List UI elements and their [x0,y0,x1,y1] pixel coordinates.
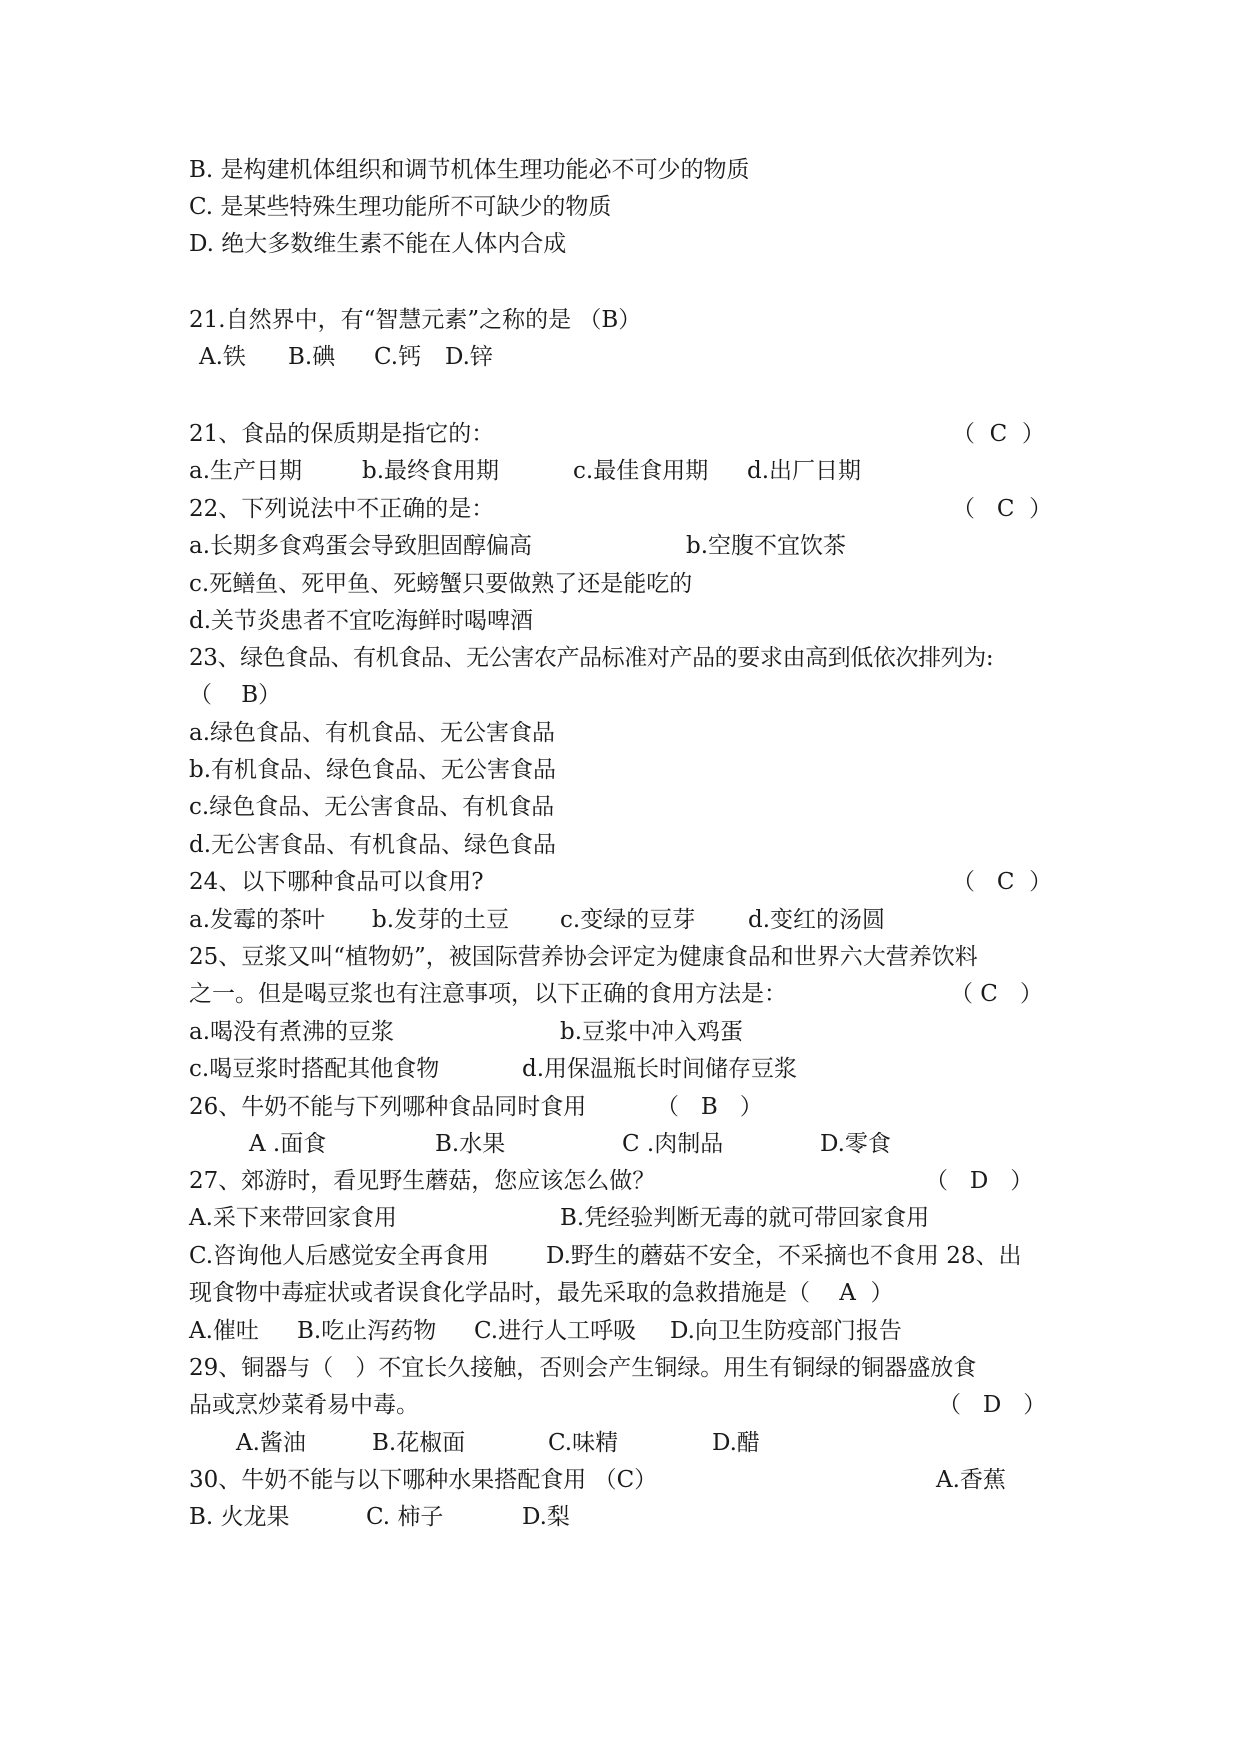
options-row [0,528,1241,564]
option-b: b.空腹不宜饮茶 [686,533,847,559]
option-line [0,752,1241,788]
option-text: C. 是某些特殊生理功能所不可缺少的物质 [189,194,612,220]
answer-line [0,677,1241,713]
option-c: C .肉制品 [622,1131,724,1157]
question-line [0,976,1241,1012]
question-text: 25、豆浆又叫“植物奶”，被国际营养协会评定为健康食品和世界六大营养饮料 [189,944,978,970]
question-line [0,491,1241,527]
option-b: b.有机食品、绿色食品、无公害食品 [189,757,557,783]
option-c: C.钙 [374,344,422,370]
option-text: D. 绝大多数维生素不能在人体内合成 [189,231,567,257]
option-b: B.花椒面 [372,1430,466,1456]
option-b: B.凭经验判断无毒的就可带回家食用 [560,1205,930,1231]
options-row [0,1238,1241,1274]
option-a: A.催吐 [189,1318,259,1344]
question-text: 23、绿色食品、有机食品、无公害农产品标准对产品的要求由高到低依次排列为: [189,645,994,671]
question-text: 26、牛奶不能与下列哪种食品同时食用 [189,1094,587,1120]
answer-bracket: （ D ） [925,1168,1034,1194]
question-line [0,640,1241,676]
options-row [0,1200,1241,1236]
option-line [0,603,1241,639]
option-c: c.绿色食品、无公害食品、有机食品 [189,794,555,820]
answer-bracket: （ C ） [952,421,1045,447]
option-a: A.香蕉 [936,1467,1006,1493]
option-a: A.铁 [199,344,246,370]
option-d: D.零食 [820,1131,891,1157]
option-a: a.生产日期 [189,458,303,484]
answer-bracket: （ D ） [938,1392,1047,1418]
options-row [0,453,1241,489]
option-a: a.发霉的茶叶 [189,907,326,933]
options-row [0,1126,1241,1162]
option-line [0,226,1241,262]
options-row [0,1051,1241,1087]
option-d: d.无公害食品、有机食品、绿色食品 [189,832,557,858]
options-row [0,1499,1241,1535]
question-line [0,1350,1241,1386]
question-text: 现食物中毒症状或者误食化学品时，最先采取的急救措施是（ A ） [189,1280,894,1306]
option-b: b.最终食用期 [362,458,500,484]
option-d: D.醋 [712,1430,760,1456]
option-line [0,827,1241,863]
option-c: c.最佳食用期 [573,458,709,484]
option-text: B. 是构建机体组织和调节机体生理功能必不可少的物质 [189,157,750,183]
option-d: D.野生的蘑菇不安全，不采摘也不食用 28、出 [546,1243,1022,1269]
question-line [0,1275,1241,1311]
question-line [0,864,1241,900]
answer-bracket: （ C ） [950,981,1043,1007]
option-d: D.锌 [445,344,493,370]
question-line [0,1387,1241,1423]
option-d: d.出厂日期 [747,458,862,484]
options-row [0,339,1241,375]
option-d: d.用保温瓶长时间储存豆浆 [522,1056,798,1082]
option-a: A .面食 [249,1131,327,1157]
answer-bracket: （ C ） [952,496,1053,522]
options-row [0,1425,1241,1461]
question-text: 21、食品的保质期是指它的： [189,421,495,447]
option-b: b.发芽的土豆 [372,907,510,933]
option-c: C.咨询他人后感觉安全再食用 [189,1243,490,1269]
options-row [0,902,1241,938]
option-d: D.向卫生防疫部门报告 [670,1318,902,1344]
question-line [0,416,1241,452]
question-text: 品或烹炒菜肴易中毒。 [189,1392,419,1418]
option-line [0,715,1241,751]
option-a: A.酱油 [236,1430,306,1456]
option-b: B.碘 [288,344,336,370]
option-line [0,189,1241,225]
option-c: c.死鳝鱼、死甲鱼、死螃蟹只要做熟了还是能吃的 [189,571,693,597]
option-b: B. 火龙果 [189,1504,290,1530]
option-d: D.梨 [522,1504,570,1530]
option-a: A.采下来带回家食用 [189,1205,397,1231]
option-b: B.吃止泻药物 [297,1318,437,1344]
question-line [0,302,1241,338]
option-c: c.变绿的豆芽 [560,907,696,933]
question-line [0,1462,1241,1498]
option-d: d.关节炎患者不宜吃海鲜时喝啤酒 [189,608,534,634]
question-text: 29、铜器与（ ）不宜长久接触，否则会产生铜绿。用生有铜绿的铜器盛放食 [189,1355,977,1381]
options-row [0,1014,1241,1050]
question-line [0,939,1241,975]
option-d: d.变红的汤圆 [748,907,886,933]
answer-bracket: （ C ） [952,869,1053,895]
question-text: 24、以下哪种食品可以食用? [189,869,484,895]
question-text: 27、郊游时，看见野生蘑菇，您应该怎么做？ [189,1168,656,1194]
answer-bracket: （ B） [189,682,282,708]
option-c: C. 柿子 [366,1504,444,1530]
option-line [0,152,1241,188]
options-row [0,1313,1241,1349]
option-b: b.豆浆中冲入鸡蛋 [560,1019,744,1045]
option-c: C.进行人工呼吸 [474,1318,637,1344]
question-line [0,1163,1241,1199]
question-text: 30、牛奶不能与以下哪种水果搭配食用 （C） [189,1467,658,1493]
question-text: 22、下列说法中不正确的是： [189,496,495,522]
question-text: 之一。但是喝豆浆也有注意事项，以下正确的食用方法是： [189,981,787,1007]
question-line [0,1089,1241,1125]
option-c: c.喝豆浆时搭配其他食物 [189,1056,440,1082]
option-line [0,566,1241,602]
option-a: a.喝没有煮沸的豆浆 [189,1019,395,1045]
option-a: a.绿色食品、有机食品、无公害食品 [189,720,556,746]
option-line [0,789,1241,825]
option-b: B.水果 [435,1131,506,1157]
question-text: 21.自然界中，有“智慧元素”之称的是 （B） [189,307,642,333]
option-c: C.味精 [548,1430,619,1456]
answer-bracket: （ B ） [656,1094,763,1120]
option-a: a.长期多食鸡蛋会导致胆固醇偏高 [189,533,533,559]
